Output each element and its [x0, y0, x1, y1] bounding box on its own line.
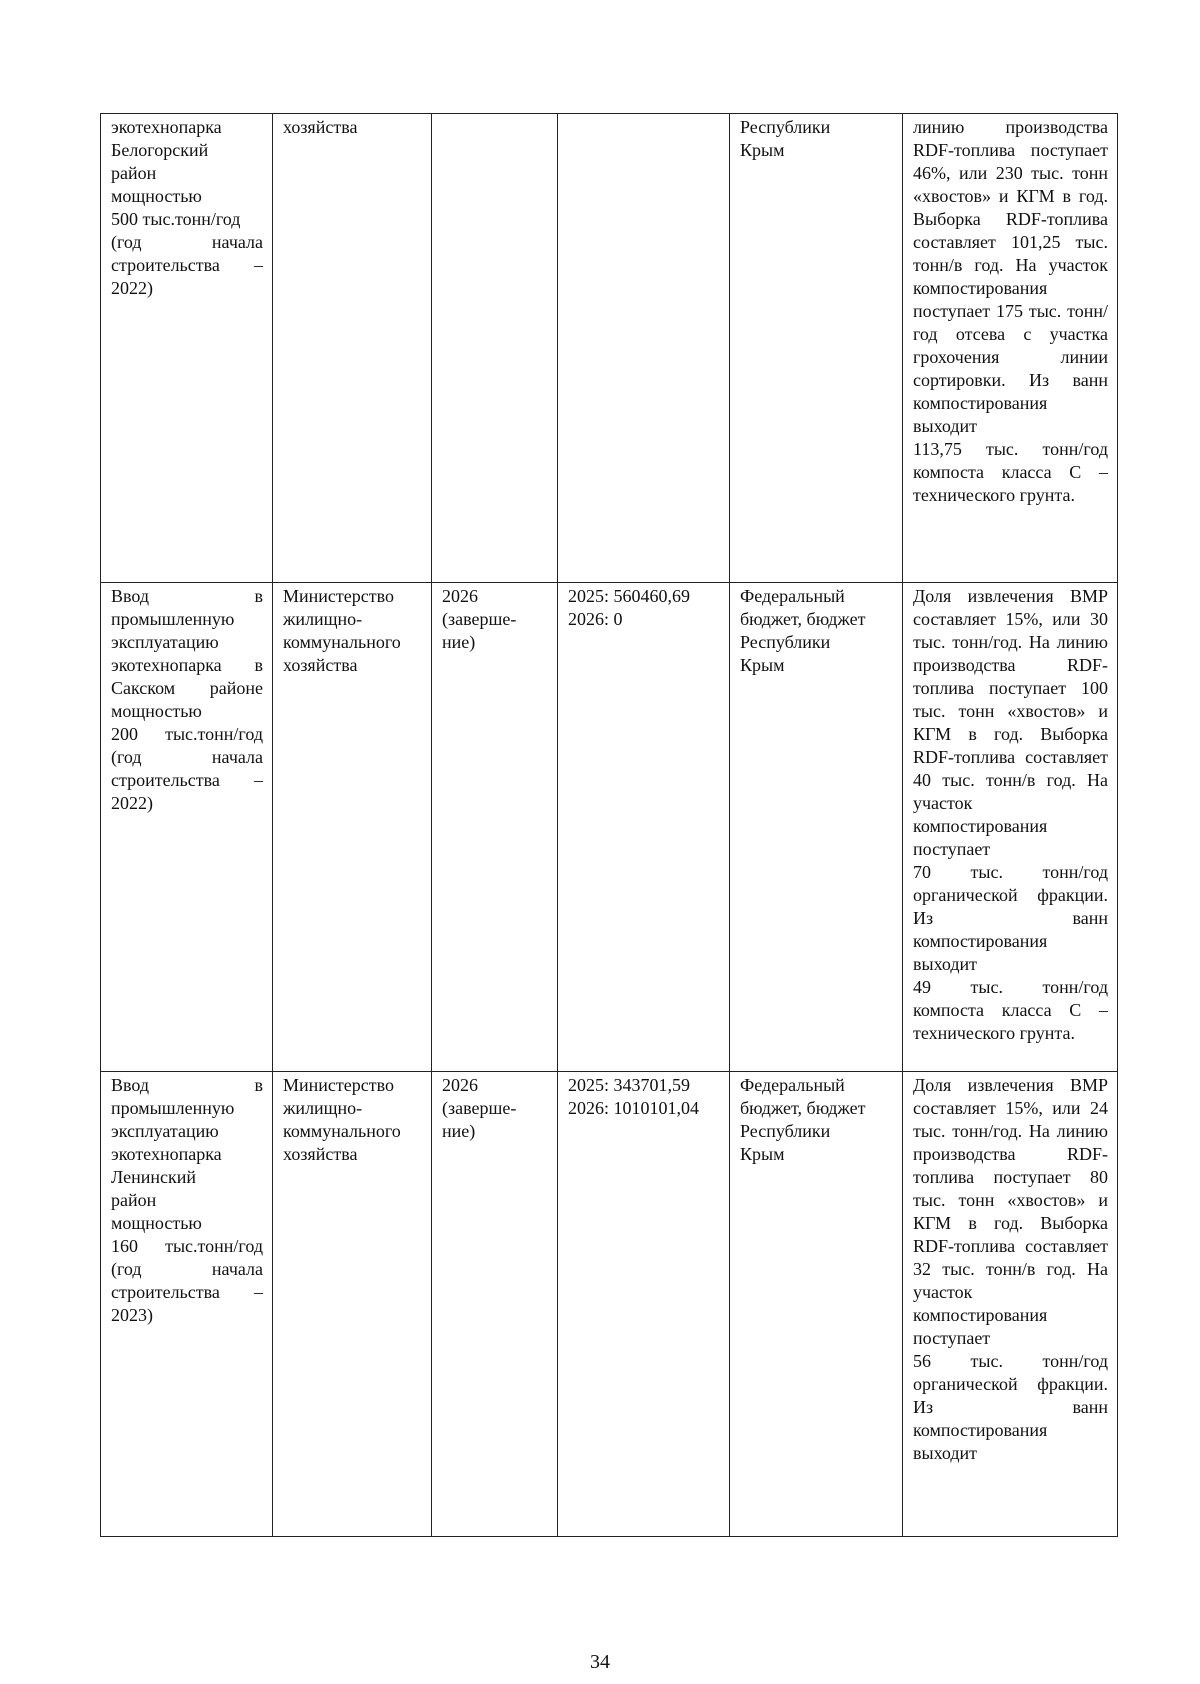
funding-amount-cell: [558, 114, 730, 583]
table-row: [101, 1072, 1118, 1537]
funding-amount-cell: 2025: 343701,59 2026: 1010101,04: [558, 1072, 730, 1537]
measures-table: [100, 113, 1118, 1537]
funding-source-cell: Федеральный бюджет, бюджет Республики Крым: [730, 583, 903, 1072]
executor-cell: Министерство жилищно- коммунального хозяйства: [273, 583, 432, 1072]
deadline-cell: 2026 (заверше- ние): [432, 1072, 558, 1537]
result-description-cell: Доля извлечения ВМР составляет 15%, или 30 тыс. тонн/год. На линию производства RDF-топлива поступает 100 тыс. тонн «хвостов» и КГМ в год. Выборка RDF-топлива составляет 40 тыс. тонн/в год. На участок компостирования поступает 70 тыс. тонн/год органической фракции. Из ванн компостирования выходит 49 тыс. тонн/год компоста класса С – технического грунта.: [903, 583, 1118, 1072]
deadline-cell: [432, 114, 558, 583]
table-row: [101, 583, 1118, 1072]
executor-cell: хозяйства: [273, 114, 432, 583]
funding-amount-cell: 2025: 560460,69 2026: 0: [558, 583, 730, 1072]
funding-source-cell: Федеральный бюджет, бюджет Республики Крым: [730, 1072, 903, 1537]
measure-name-cell: экотехнопарка Белогорский район мощностью 500 тыс.тонн/год (год начала строительства – 2022): [101, 114, 273, 583]
result-description-cell: линию производства RDF-топлива поступает 46%, или 230 тыс. тонн «хвостов» и КГМ в год. Выборка RDF-топлива составляет 101,25 тыс. тонн/в год. На участок компостирования поступает 175 тыс. тонн/год отсева с участка грохочения линии сортировки. Из ванн компостирования выходит 113,75 тыс. тонн/год компоста класса С – технического грунта.: [903, 114, 1118, 583]
measure-name-cell: Ввод в промышленную эксплуатацию экотехнопарка в Сакском районе мощностью 200 тыс.тонн/год (год начала строительства – 2022): [101, 583, 273, 1072]
table-row: [101, 114, 1118, 583]
executor-cell: Министерство жилищно- коммунального хозяйства: [273, 1072, 432, 1537]
result-description-cell: Доля извлечения ВМР составляет 15%, или 24 тыс. тонн/год. На линию производства RDF-топлива поступает 80 тыс. тонн «хвостов» и КГМ в год. Выборка RDF-топлива составляет 32 тыс. тонн/в год. На участок компостирования поступает 56 тыс. тонн/год органической фракции. Из ванн компостирования выходит: [903, 1072, 1118, 1537]
funding-source-cell: Республики Крым: [730, 114, 903, 583]
measure-name-cell: Ввод в промышленную эксплуатацию экотехнопарка Ленинский район мощностью 160 тыс.тонн/год (год начала строительства – 2023): [101, 1072, 273, 1537]
page-number: 34: [590, 1651, 610, 1673]
deadline-cell: 2026 (заверше- ние): [432, 583, 558, 1072]
